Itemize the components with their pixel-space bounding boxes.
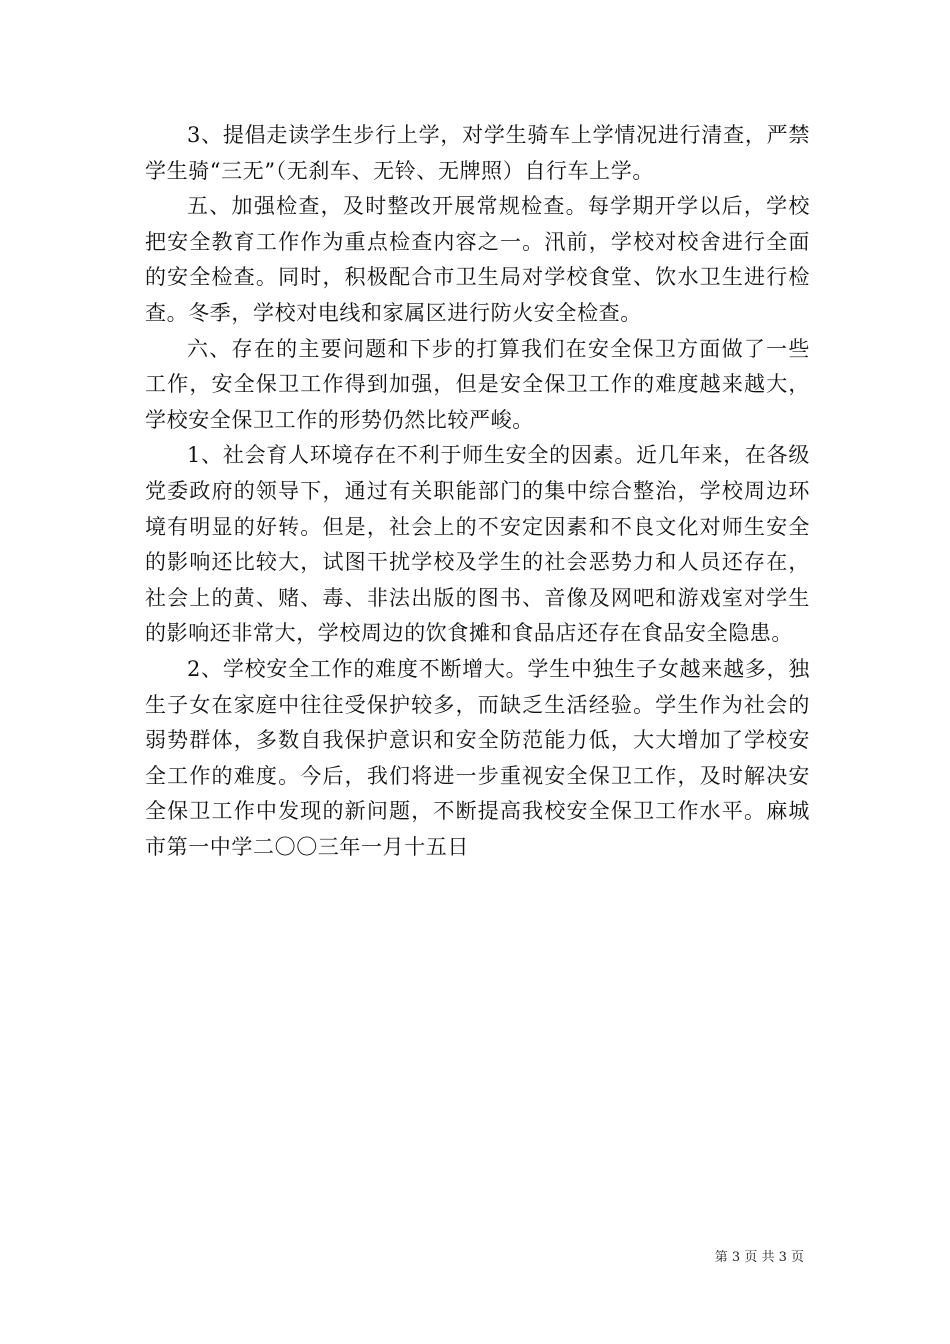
paragraph-section-6-problems: 六、存在的主要问题和下步的打算我们在安全保卫方面做了一些工作，安全保卫工作得到加强，但是安全保卫工作的难度越来越大，学校安全保卫工作的形势仍然比较严峻。 bbox=[145, 336, 810, 432]
paragraph-item-2-difficulty: 2、学校安全工作的难度不断增大。学生中独生子女越来越多，独生子女在家庭中往往受保护较多，而缺乏生活经验。学生作为社会的弱势群体，多数自我保护意识和安全防范能力低，大大增加了学校安全工作的难度。今后，我们将进一步重视安全保卫工作，及时解决安全保卫工作中发现的新问题，不断提高我校安全保卫工作水平。麻城市第一中学二〇〇三年一月十五日 bbox=[145, 656, 810, 859]
page-number-footer: 第 3 页 共 3 页 bbox=[714, 1250, 804, 1265]
paragraph-item-1-environment: 1、社会育人环境存在不利于师生安全的因素。近几年来，在各级党委政府的领导下，通过有关职能部门的集中综合整治，学校周边环境有明显的好转。但是，社会上的不安定因素和不良文化对师生安全的影响还比较大，试图干扰学校及学生的社会恶势力和人员还存在，社会上的黄、赌、毒、非法出版的图书、音像及网吧和游戏室对学生的影响还非常大，学校周边的饮食摊和食品店还存在食品安全隐患。 bbox=[145, 443, 810, 646]
paragraph-section-5-inspection: 五、加强检查，及时整改开展常规检查。每学期开学以后，学校把安全教育工作作为重点检查内容之一。汛前，学校对校舍进行全面的安全检查。同时，积极配合市卫生局对学校食堂、饮水卫生进行检查。冬季，学校对电线和家属区进行防火安全检查。 bbox=[145, 194, 810, 325]
paragraph-item-3-walking: 3、提倡走读学生步行上学，对学生骑车上学情况进行清查，严禁学生骑“三无”（无刹车、无铃、无牌照）自行车上学。 bbox=[145, 123, 810, 183]
document-body bbox=[145, 118, 810, 865]
